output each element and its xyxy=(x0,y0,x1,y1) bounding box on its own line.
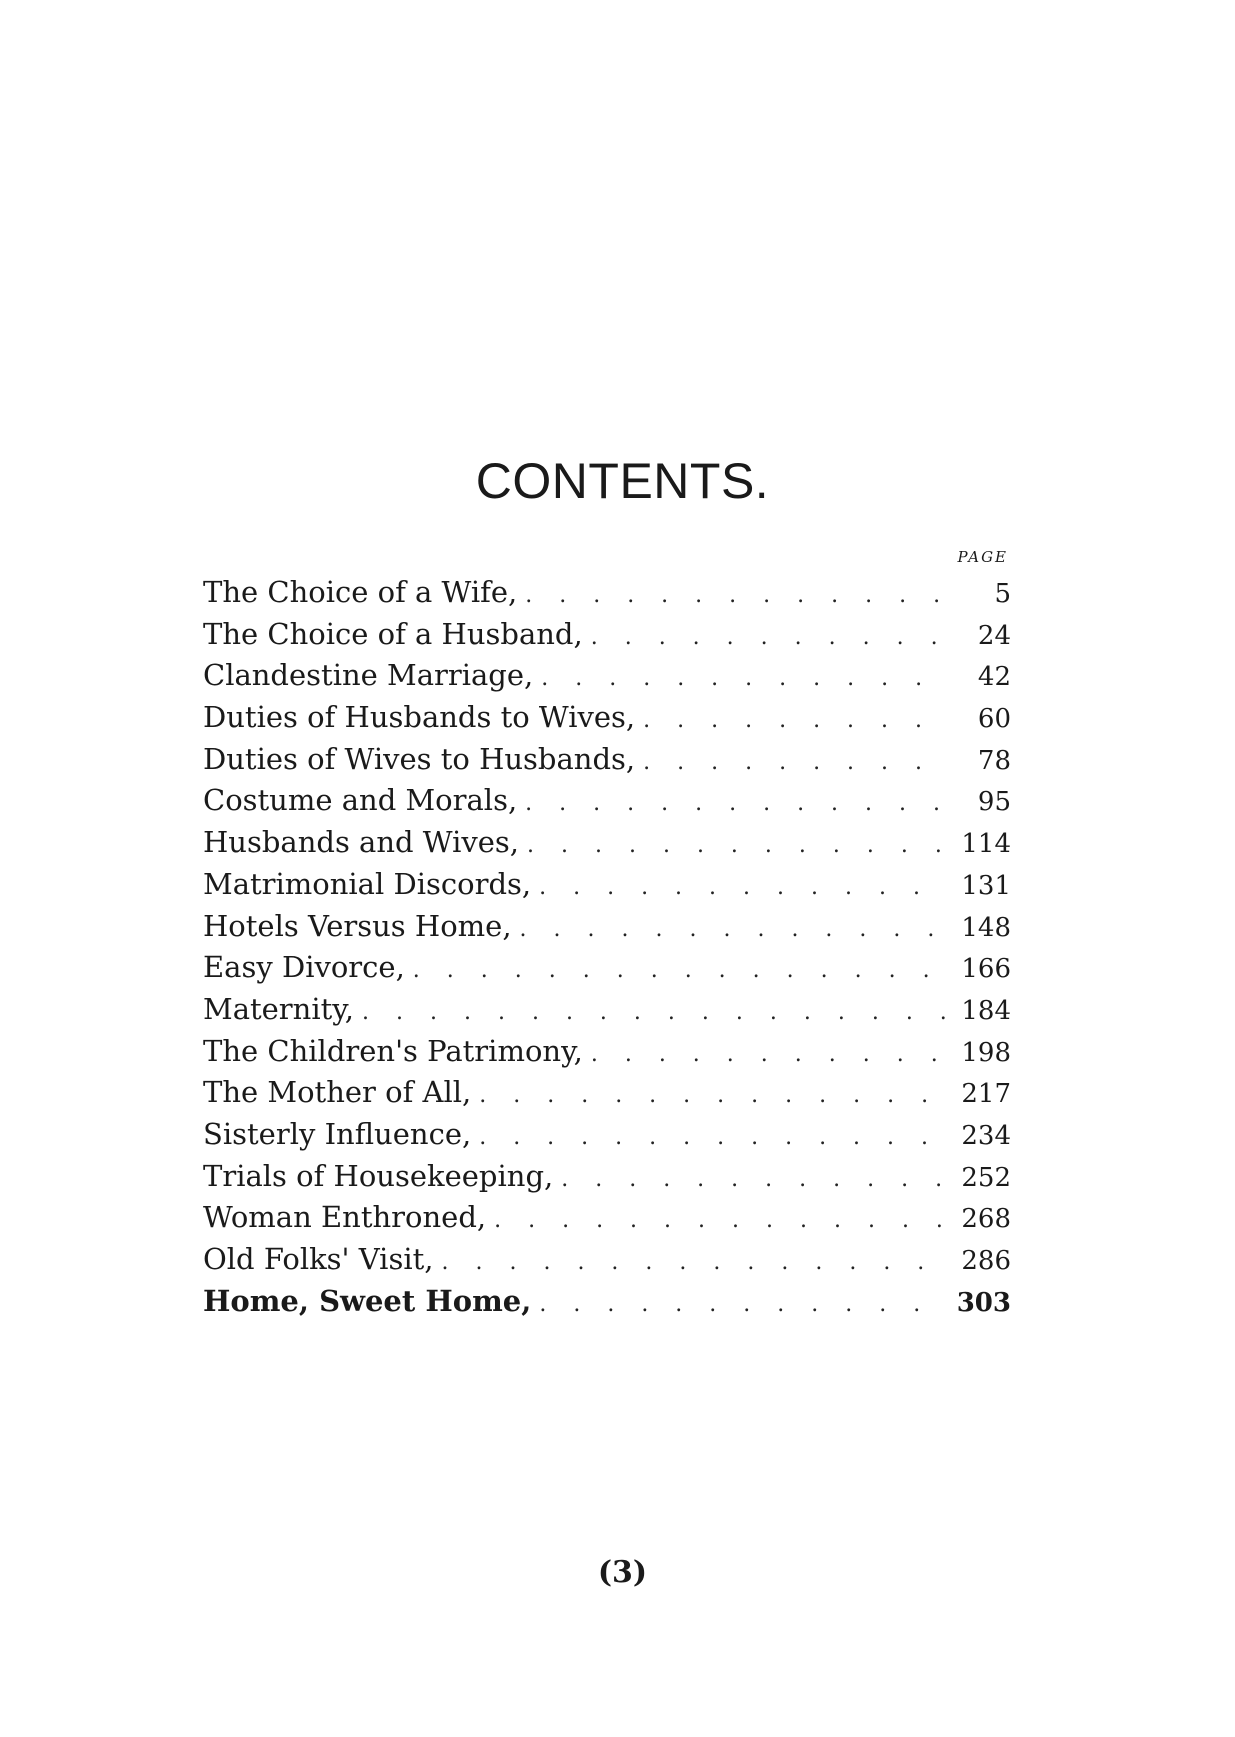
dot-leader xyxy=(442,1242,948,1284)
toc-entry xyxy=(203,1197,1011,1239)
dot-leader xyxy=(591,1034,947,1076)
toc-entry xyxy=(203,1281,1011,1323)
dot-leader xyxy=(494,1200,947,1242)
toc-entry xyxy=(203,572,1011,614)
toc-entry-page: 114 xyxy=(961,829,1011,860)
dot-leader xyxy=(539,1284,947,1326)
dot-leader xyxy=(525,575,947,617)
toc-entry xyxy=(203,1031,1011,1073)
toc-entry xyxy=(203,989,1011,1031)
dot-leader xyxy=(561,1159,947,1201)
dot-leader xyxy=(479,1075,947,1117)
toc-entry-page: 42 xyxy=(977,662,1011,693)
toc-entry-title: Home, Sweet Home, xyxy=(203,1283,532,1318)
page-number: (3) xyxy=(597,1555,648,1590)
dot-leader xyxy=(591,617,947,659)
toc-entry-title: Duties of Husbands to Wives, xyxy=(203,700,636,735)
toc-entry xyxy=(203,864,1011,906)
toc-entry-title: Easy Divorce, xyxy=(203,950,405,985)
toc-entry-page: 217 xyxy=(961,1079,1011,1110)
toc-entry xyxy=(203,739,1011,781)
toc-entry xyxy=(203,1156,1011,1198)
toc-entry-title: Maternity, xyxy=(203,991,355,1026)
dot-leader xyxy=(413,950,947,992)
dot-leader xyxy=(541,658,947,700)
toc-entry-title: The Mother of All, xyxy=(203,1075,472,1110)
toc-entry-title: Sisterly Influence, xyxy=(203,1116,472,1151)
dot-leader xyxy=(520,909,947,951)
toc-entry-page: 95 xyxy=(977,787,1011,818)
dot-leader xyxy=(527,825,947,867)
toc-entry-title: Matrimonial Discords, xyxy=(203,866,532,901)
toc-entry-page: 166 xyxy=(961,954,1011,985)
toc-entry xyxy=(203,1114,1011,1156)
table-of-contents xyxy=(203,572,1011,1322)
toc-entry xyxy=(203,1239,1011,1281)
toc-entry xyxy=(203,906,1011,948)
toc-entry-title: The Choice of a Wife, xyxy=(203,575,518,609)
toc-entry-page: 131 xyxy=(961,870,1011,901)
toc-entry-page: 234 xyxy=(961,1120,1011,1151)
dot-leader xyxy=(643,700,947,742)
toc-entry-page: 184 xyxy=(961,995,1011,1026)
toc-entry-page: 198 xyxy=(961,1037,1011,1068)
toc-entry-title: Clandestine Marriage, xyxy=(203,658,534,693)
toc-entry-page: 286 xyxy=(961,1246,1011,1276)
toc-entry-title: Duties of Wives to Husbands, xyxy=(203,741,636,776)
toc-entry-page: 303 xyxy=(956,1287,1011,1318)
toc-entry-page: 78 xyxy=(977,745,1011,776)
toc-entry-title: Costume and Morals, xyxy=(203,783,518,818)
dot-leader xyxy=(643,742,947,784)
toc-entry-title: The Children's Patrimony, xyxy=(203,1033,583,1068)
toc-entry-title: Trials of Housekeeping, xyxy=(203,1158,554,1193)
page-column-label: PAGE xyxy=(957,548,1008,566)
toc-entry-page: 252 xyxy=(961,1162,1011,1193)
toc-entry-title: Woman Enthroned, xyxy=(203,1200,487,1235)
toc-entry-title: The Choice of a Husband, xyxy=(203,616,583,651)
toc-entry-page: 268 xyxy=(961,1204,1011,1235)
toc-entry-page: 5 xyxy=(994,579,1011,609)
toc-entry-title: Hotels Versus Home, xyxy=(203,908,512,943)
dot-leader xyxy=(525,783,947,825)
dot-leader xyxy=(479,1117,947,1159)
toc-entry xyxy=(203,1072,1011,1114)
toc-entry xyxy=(203,947,1011,989)
toc-entry xyxy=(203,614,1011,656)
toc-entry-page: 148 xyxy=(961,912,1011,943)
dot-leader xyxy=(539,867,947,909)
toc-entry xyxy=(203,822,1011,864)
toc-entry xyxy=(203,780,1011,822)
toc-entry-page: 24 xyxy=(977,620,1011,651)
toc-entry-page: 60 xyxy=(977,704,1011,735)
dot-leader xyxy=(362,992,947,1034)
toc-entry xyxy=(203,655,1011,697)
toc-entry-title: Old Folks' Visit, xyxy=(203,1242,434,1276)
toc-entry-title: Husbands and Wives, xyxy=(203,825,520,860)
page-title: CONTENTS. xyxy=(475,453,770,509)
toc-entry xyxy=(203,697,1011,739)
